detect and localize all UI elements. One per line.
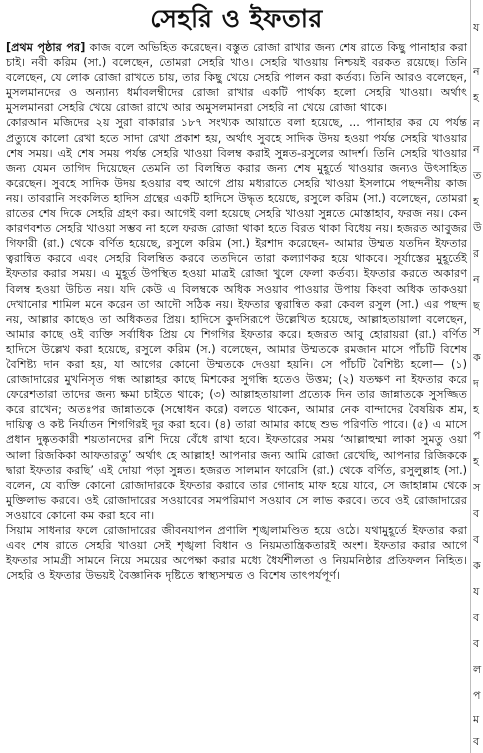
edge-fragment: ন: [473, 118, 480, 130]
continuation-label: [প্রথম পৃষ্ঠার পর]: [6, 41, 86, 54]
edge-fragment: হ: [473, 196, 479, 208]
edge-fragment: ব: [473, 612, 480, 624]
edge-fragment: ব: [473, 508, 480, 520]
edge-fragment: হ: [473, 456, 479, 468]
edge-fragment: প: [473, 690, 481, 702]
edge-fragment: ত: [473, 170, 482, 182]
edge-fragment: হ: [473, 404, 479, 416]
edge-fragment: ন: [473, 66, 480, 78]
edge-fragment: ল: [473, 664, 482, 676]
edge-fragment: হ: [473, 92, 479, 104]
edge-fragment: য: [473, 22, 480, 34]
article-paragraph-2: কোরআন মজিদের ২য় সুরা বাকারার ১৮৭ সংখ্যক আয়াতে বলা হয়েছে, ... পানাহার কর যে পর্যন্ত প্রত্যুষে কালো রেখা হতে সাদা রেখা প্রকাশ হয়, অর্থাৎ সুবহে সাদিক উদয় হওয়া পর্যন্ত সেহরি খাওয়ার শেষ সময়। এই শেষ সময় পর্যন্ত সেহরি খাওয়া বিলম্ব করাই সুন্নত-রসুলের আদর্শ। তিনি সেহরি খাওয়ার জন্য যেমন তাগিদ দিয়েছেন তেমনি তা বিলম্বিত করার জন্য শেষ মুহূর্তে খাওয়ার জন্যও উৎসাহিত করেছেন। সুবহে সাদিক উদয় হওয়ার বহু আগে প্রায় মধ্যরাতে সেহরি খাওয়া ইসলামে পছন্দনীয় কাজ নয়। তাবরানি সংকলিত হাদিস গ্রন্থের একটি হাদিসে উদ্ধৃত হয়েছে, রসুলে করিম (সা.) বলেছেন, তোমরা রাতের শেষ দিকে সেহরি গ্রহণ কর। আগেই বলা হয়েছে সেহরি খাওয়া সুন্নতে মোস্তাহাব, ফরজ নয়। কেন কারণবশত সেহরি খাওয়া সম্ভব না হলে ফরজ রোজা থাকা হতে বিরত থাকা বিধেয় নয়। হজরত আবুজর গিফারী (রা.) থেকে বর্ণিত হয়েছে, রসুলে করিম (সা.) ইরশাদ করেছেন- আমার উম্মত যতদিন ইফতার ত্বরান্বিত করবে এবং সেহরি বিলম্বিত করবে ততদিনে তারা কল্যাণকর হয়ে থাকবে। সূর্যাস্তের মুহূর্তেই ইফতার করার সময়। এ মুহূর্ত উপস্থিত হওয়া মাত্রই রোজা খুলে ফেলা কর্তব্য। ইফতার করতে অকারণ বিলম্ব হওয়া উচিত নয়। যদি কেউ এ বিলম্বকে অধিক সওয়াব পাওয়ার উপায় কিংবা অধিক তাকওয়া দেখানোর শামিল মনে করেন তা আদৌ সঠিক নয়। ইফতার ত্বরান্বিত করা কেবল রসুল (সা.) এর পছন্দ নয়, আল্লার কাছেও তা অধিকতর প্রিয়। হাদিসে কুদসিরূপে উল্লেখিত হয়েছে, আল্লাহতায়ালা বলেছেন, আমার কাছে ওই ব্যক্তি সর্বাধিক প্রিয় যে শিগগির ইফতার করে। হজরত আবু হোরায়রা (রা.) বর্ণিত হাদিসে উল্লেখ করা হয়েছে, রসুলে করিম (স.) বলেছেন, আমার উম্মতকে রমজান মাসে পাঁচটি বিশেষ বৈশিষ্ট্য দান করা হয়, যা আগের কোনো উম্মতকে দেওয়া হয়নি। সে পাঁচটি বৈশিষ্ট্য হলো— (১) রোজাদারের মুখনিসৃত গন্ধ আল্লাহর কাছে মিশকের সুগন্ধি হতেও উত্তম; (২) যতক্ষণ না ইফতার করে ফেরেশতারা তাদের জন্য ক্ষমা চাইতে থাকে; (৩) আল্লাহতায়ালা প্রত্যেক দিন তার জান্নাতকে সুসজ্জিত করে রাখেন; অতঃপর জান্নাতকে (সম্বোধন করে) বলতে থাকেন, আমার নেক বান্দাদের বৈষয়িক শ্রম, দায়িত্ব ও কষ্ট নির্যাতন শিগগিরই দূর করা হবে। (৪) তারা আমার কাছে শুভ পরিণতি পাবে। (৫) এ মাসে প্রধান দুষ্কৃতকারী শয়তানদের রশি দিয়ে বেঁধে রাখা হবে। ইফতারের সময় ‘আল্লাহুম্মা লাকা সুমতু ওয়া আলা রিজকিকা আফতারতু’ অর্থাৎ হে আল্লাহ! আপনার জন্য আমি রোজা রেখেছি, আপনার রিজিককে দ্বারা ইফতার করছি’ এই দোয়া পড়া সুন্নত। হজরত সালমান ফারেসি (রা.) থেকে বর্ণিত, রসুলুল্লাহ (সা.) বলেন, যে ব্যক্তি কোনো রোজাদারকে ইফতার করাবে তার গোনাহ মাফ হয়ে যাবে, সে জাহান্নাম থেকে মুক্তিলাভ করবে। ওই রোজাদারের সওয়াবের সমপরিমাণ সওয়াব সে লাভ করবে। তবে ওই রোজাদারের সওয়াবে কোনো কম করা হবে না।: [6, 116, 467, 522]
edge-fragment: প: [473, 430, 481, 442]
article-paragraph-3: সিয়াম সাধনার ফলে রোজাদারের জীবনযাপন প্রণালি শৃঙ্খলামণ্ডিত হয়ে ওঠে। যথামুহূর্তে ইফতার করা এবং শেষ রাতে সেহরি খাওয়া সেই শৃঙ্খলা বিধান ও নিয়মতান্ত্রিকতারই অংশ। ইফতার করার আগে ইফতার সামগ্রী সামনে নিয়ে সময়ের অপেক্ষা করার মধ্যে ধৈর্যশীলতা ও নিয়মনিষ্ঠার প্রতিফলন নিহিত। সেহরি ও ইফতার উভয়ই বৈজ্ঞানিক দৃষ্টিতে স্বাস্থ্যসম্মত ও বিশেষ তাৎপর্যপূর্ণ।: [6, 524, 467, 583]
paragraph-text: কাজ বলে অভিহিত করেছেন। বস্তুত রোজা রাখার জন্য শেষ রাতে কিছু পানাহার করা চাই। নবী করিম (সা.) বলেছেন, তোমরা সেহরি খাও। সেহরি খাওয়ায় নিশ্চয়ই বরকত রয়েছে। তিনি বলেছেন, যে লোক রোজা রাখতে চায়, তার কিছু খেয়ে সেহরি পালন করা কর্তব্য। তিনি আরও বলেছেন, মুসলমানদের ও অন্যান্য ধর্মাবলম্বীদের রোজা রাখার একটি পার্থক্য হলো সেহরি খাওয়া। অর্থাৎ মুসলমানরা সেহরি খেয়ে রোজা রাখে আর অমুসলমানরা সেহরি না খেয়ে রোজা থাকে।: [6, 41, 467, 115]
article-headline: সেহরি ও ইফতার: [150, 4, 323, 33]
adjacent-column-edge: [470, 0, 483, 753]
article-body: [6, 40, 467, 583]
edge-fragment: র: [473, 248, 480, 260]
edge-fragment: ব: [473, 638, 480, 650]
edge-fragment: উ: [473, 222, 482, 234]
edge-fragment: ক: [473, 352, 481, 364]
edge-fragment: স: [473, 482, 481, 494]
edge-fragment: ন: [473, 144, 480, 156]
edge-fragment: ন: [473, 274, 480, 286]
edge-fragment: য: [473, 586, 480, 598]
edge-fragment: ব: [473, 736, 480, 748]
edge-fragment: স: [473, 326, 481, 338]
edge-fragment: ব: [473, 534, 480, 546]
edge-fragment: ছ: [473, 300, 480, 312]
edge-fragment: ক: [473, 560, 481, 572]
article-paragraph-1: [6, 40, 467, 115]
edge-fragment: দ: [473, 378, 479, 390]
edge-fragment: ম: [473, 714, 480, 726]
